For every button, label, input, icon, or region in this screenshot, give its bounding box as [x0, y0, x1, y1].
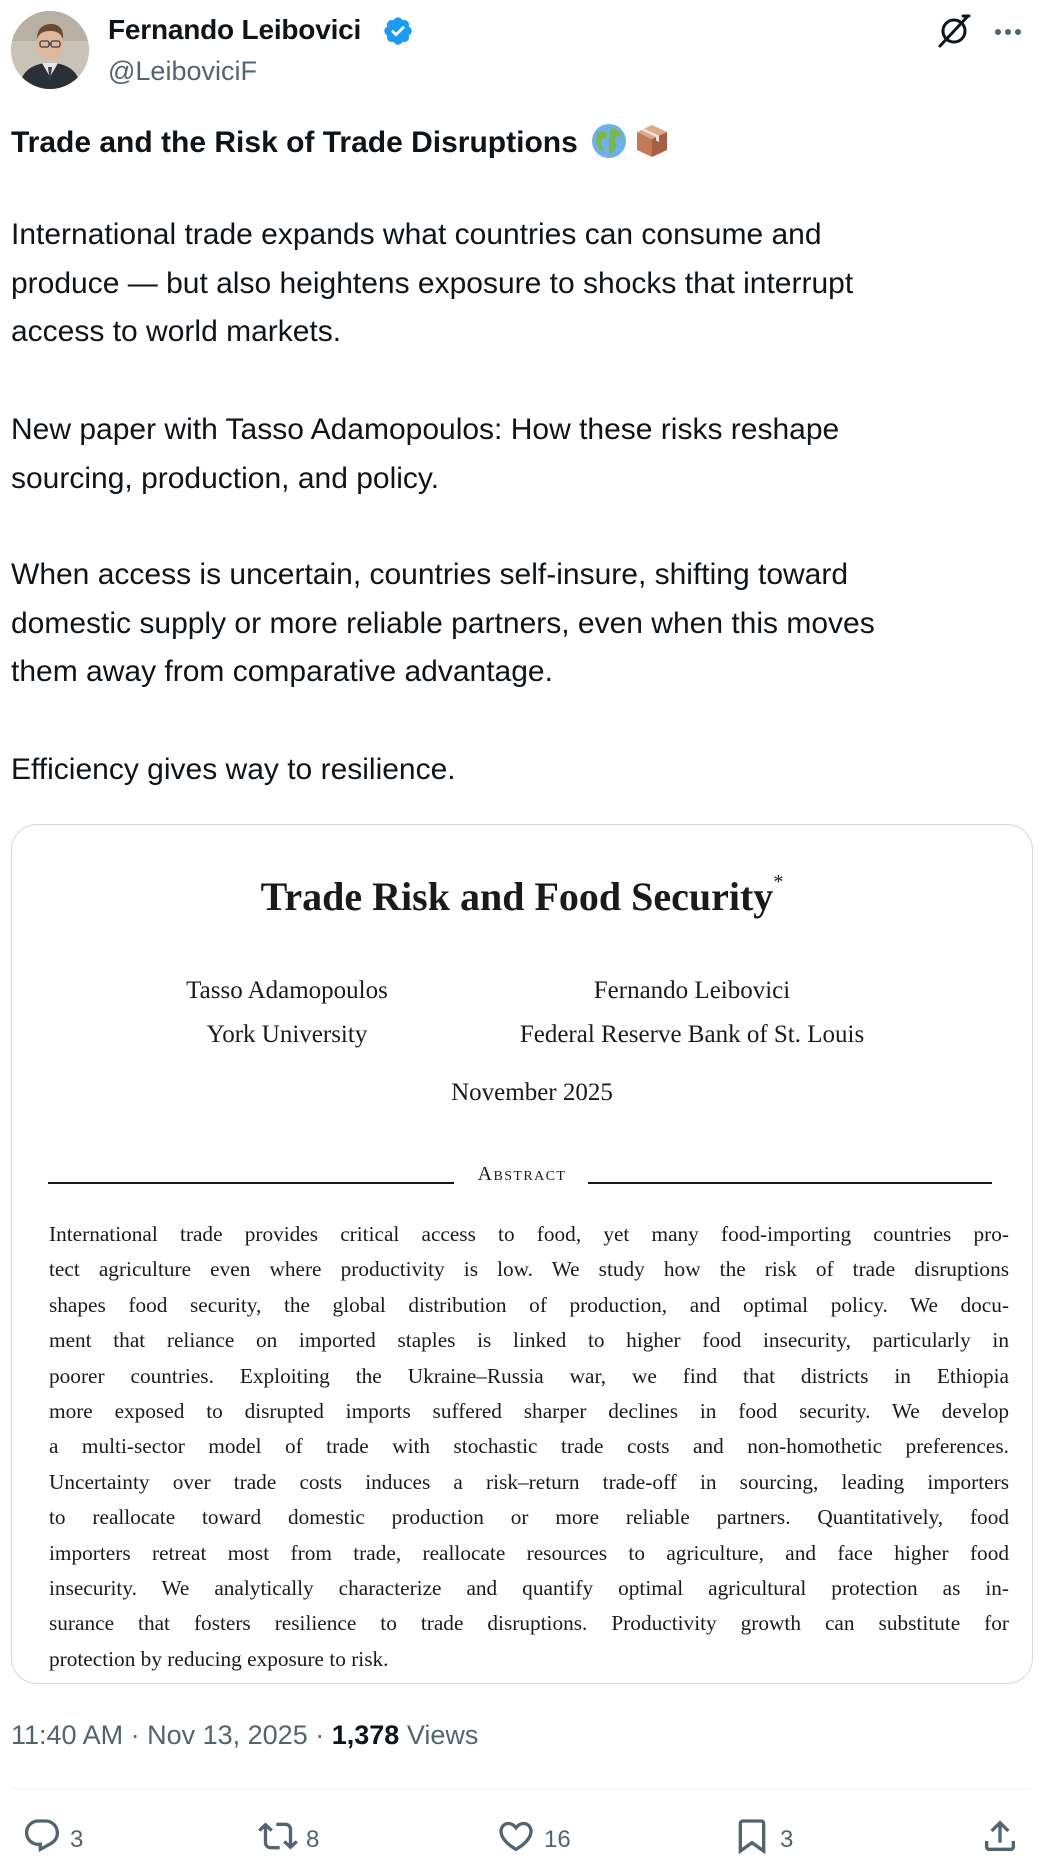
tweet-line: sourcing, production, and policy.	[11, 461, 440, 495]
tweet-title	[11, 126, 670, 160]
paper-author-affiliation: Federal Reserve Bank of St. Louis	[519, 1021, 865, 1048]
views-count: 1,378	[331, 1720, 400, 1750]
repost-count: 8	[306, 1826, 320, 1853]
abstract-line: shapes food security, the global distribution of production, and optimal policy. We docu-	[49, 1292, 1009, 1317]
tweet-time[interactable]: 11:40 AM	[11, 1720, 124, 1750]
tweet-paragraph-4	[11, 746, 1011, 795]
bookmark-count: 3	[780, 1826, 794, 1853]
abstract-line: more exposed to disrupted imports suffered sharper declines in food security. We develop	[49, 1398, 1009, 1423]
tweet-header	[0, 0, 1044, 100]
tweet-meta	[11, 1720, 478, 1751]
abstract-rule-right	[588, 1182, 992, 1184]
tweet-date[interactable]: Nov 13, 2025	[147, 1720, 308, 1750]
views-label: Views	[406, 1720, 479, 1750]
abstract-rule-left	[48, 1182, 454, 1184]
more-icon[interactable]	[990, 14, 1026, 50]
abstract-line: importers retreat most from trade, reallocate resources to agriculture, and face higher food	[49, 1540, 1009, 1565]
abstract-line: protection by reducing exposure to risk.	[49, 1646, 389, 1671]
paper-title-text: Trade Risk and Food Security	[260, 874, 774, 919]
tweet-line: International trade expands what countries can consume and	[11, 218, 822, 251]
tweet-line: Efficiency gives way to resilience.	[11, 753, 456, 786]
tweet-paragraph-1	[11, 211, 1011, 357]
bookmark-icon	[732, 1816, 772, 1856]
tweet-line: produce — but also heightens exposure to shocks that interrupt	[11, 266, 854, 300]
tweet-line: domestic supply or more reliable partners, even when this moves	[11, 606, 875, 640]
abstract-line: surance that fosters resilience to trade disruptions. Productivity growth can substitute for	[49, 1611, 1009, 1636]
author-name[interactable]: Fernando Leibovici	[108, 14, 362, 45]
abstract-line: insecurity. We analytically characterize and quantify optimal agricultural protection as in-	[49, 1575, 1009, 1600]
tweet-line: When access is uncertain, countries self-insure, shifting toward	[11, 558, 849, 591]
attached-paper-image[interactable]	[11, 824, 1033, 1684]
package-emoji-icon	[634, 122, 670, 160]
reply-count: 3	[70, 1826, 84, 1853]
paper-author-affiliation: York University	[206, 1021, 368, 1048]
avatar-photo	[11, 11, 89, 89]
tweet-line: access to world markets.	[11, 315, 342, 348]
verified-badge-icon[interactable]	[382, 15, 414, 47]
abstract-body	[49, 1217, 1009, 1677]
heart-icon	[496, 1816, 536, 1856]
abstract-line: poorer countries. Exploiting the Ukraine–Russia war, we find that districts in Ethiopia	[49, 1363, 1009, 1388]
abstract-line: International trade provides critical access to food, yet many food-importing countries pro-	[49, 1222, 1009, 1246]
paper-author-name: Tasso Adamopoulos	[186, 977, 388, 1004]
reply-icon	[22, 1816, 62, 1856]
tweet-paragraph-2	[11, 406, 1011, 503]
abstract-line: ment that reliance on imported staples is linked to higher food insecurity, particularly in	[49, 1328, 1009, 1353]
abstract-line: to reallocate toward domestic production or more reliable partners. Quantitatively, food	[49, 1505, 1009, 1530]
divider	[11, 1788, 1031, 1789]
like-count: 16	[544, 1826, 571, 1853]
abstract-heading: Abstract	[477, 1163, 567, 1185]
paper-title-footnote-mark: *	[773, 871, 784, 893]
paper-author-1	[142, 969, 432, 1057]
abstract-line: Uncertainty over trade costs induces a risk–return trade-off in sourcing, leading importers	[49, 1469, 1009, 1494]
tweet-line: them away from comparative advantage.	[11, 655, 553, 688]
tweet-title-text: Trade and the Risk of Trade Disruptions	[11, 126, 578, 159]
meta-separator: ·	[130, 1720, 148, 1750]
abstract-line: a multi-sector model of trade with stochastic trade costs and non-homothetic preferences.	[49, 1434, 1009, 1459]
share-icon	[980, 1816, 1020, 1856]
grok-icon[interactable]	[934, 10, 974, 50]
paper-date: November 2025	[451, 1079, 613, 1106]
tweet-line: New paper with Tasso Adamopoulos: How these risks reshape	[11, 413, 840, 446]
avatar[interactable]	[11, 11, 89, 89]
author-handle[interactable]: @LeiboviciF	[108, 56, 257, 86]
paper-title	[12, 873, 1032, 920]
meta-separator: ·	[315, 1720, 332, 1750]
paper-author-name: Fernando Leibovici	[593, 977, 791, 1004]
repost-icon	[258, 1816, 298, 1856]
abstract-line: tect agriculture even where productivity is low. We study how the risk of trade disruptions	[49, 1257, 1009, 1282]
paper-author-2	[467, 969, 917, 1057]
tweet-paragraph-3	[11, 551, 1011, 697]
globe-emoji-icon	[590, 122, 628, 160]
